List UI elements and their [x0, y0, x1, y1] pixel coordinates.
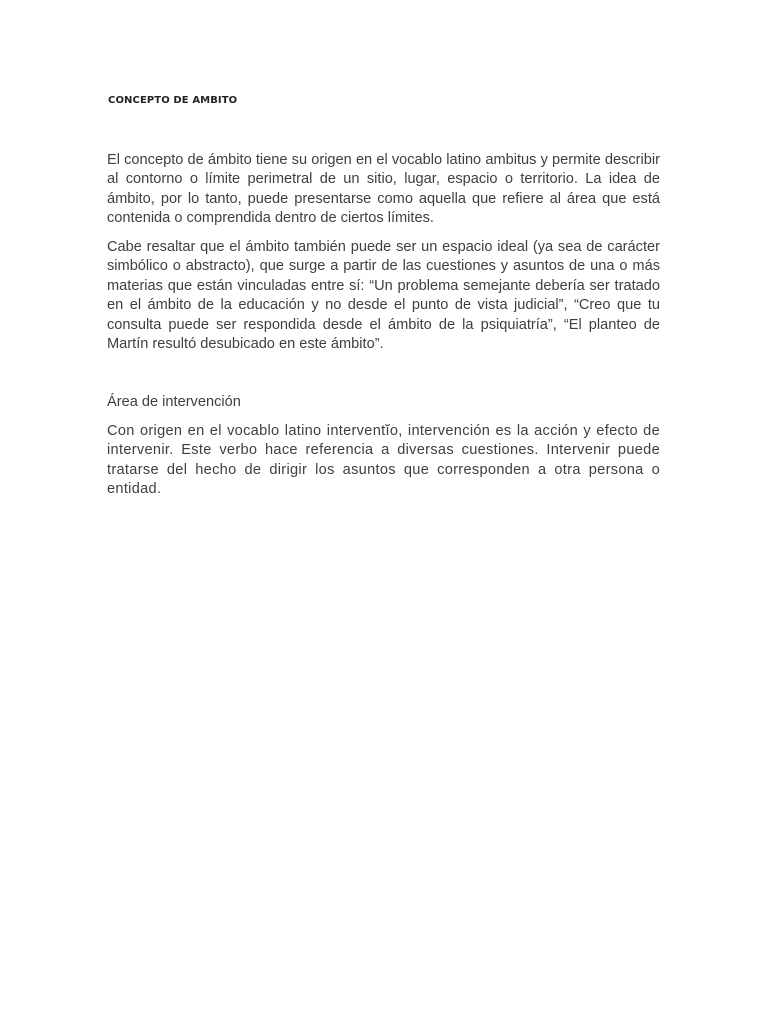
paragraph-ambito-ideal: Cabe resaltar que el ámbito también puede ser un espacio ideal (ya sea de carácter simbólico o abstracto), que surge a partir de las cuestiones y asuntos de una o más materias que están vinculadas entre sí: “Un problema semejante debería ser tratado en el ámbito de la educación y no desde el punto de vista judicial”, “Creo que tu consulta puede ser respondida desde el ámbito de la psiquiatría”, “El planteo de Martín resultó desubicado en este ámbito”. — [107, 239, 660, 353]
paragraph-intervencion-definition: Con origen en el vocablo latino interventĭo, intervención es la acción y efecto de intervenir. Este verbo hace referencia a diversas cuestiones. Intervenir puede tratarse del hecho de dirigir los asuntos que corresponden a otra persona o entidad. — [107, 423, 660, 498]
section-heading-intervencion: Área de intervención — [107, 394, 241, 410]
paragraph-ambito-definition: El concepto de ámbito tiene su origen en el vocablo latino ambitus y permite describir al contorno o límite perimetral de un sitio, lugar, espacio o territorio. La idea de ámbito, por lo tanto, puede presentarse como aquella que refiere al área que está contenida o comprendida dentro de ciertos límites. — [107, 152, 660, 227]
document-title: CONCEPTO DE AMBITO — [108, 95, 238, 106]
